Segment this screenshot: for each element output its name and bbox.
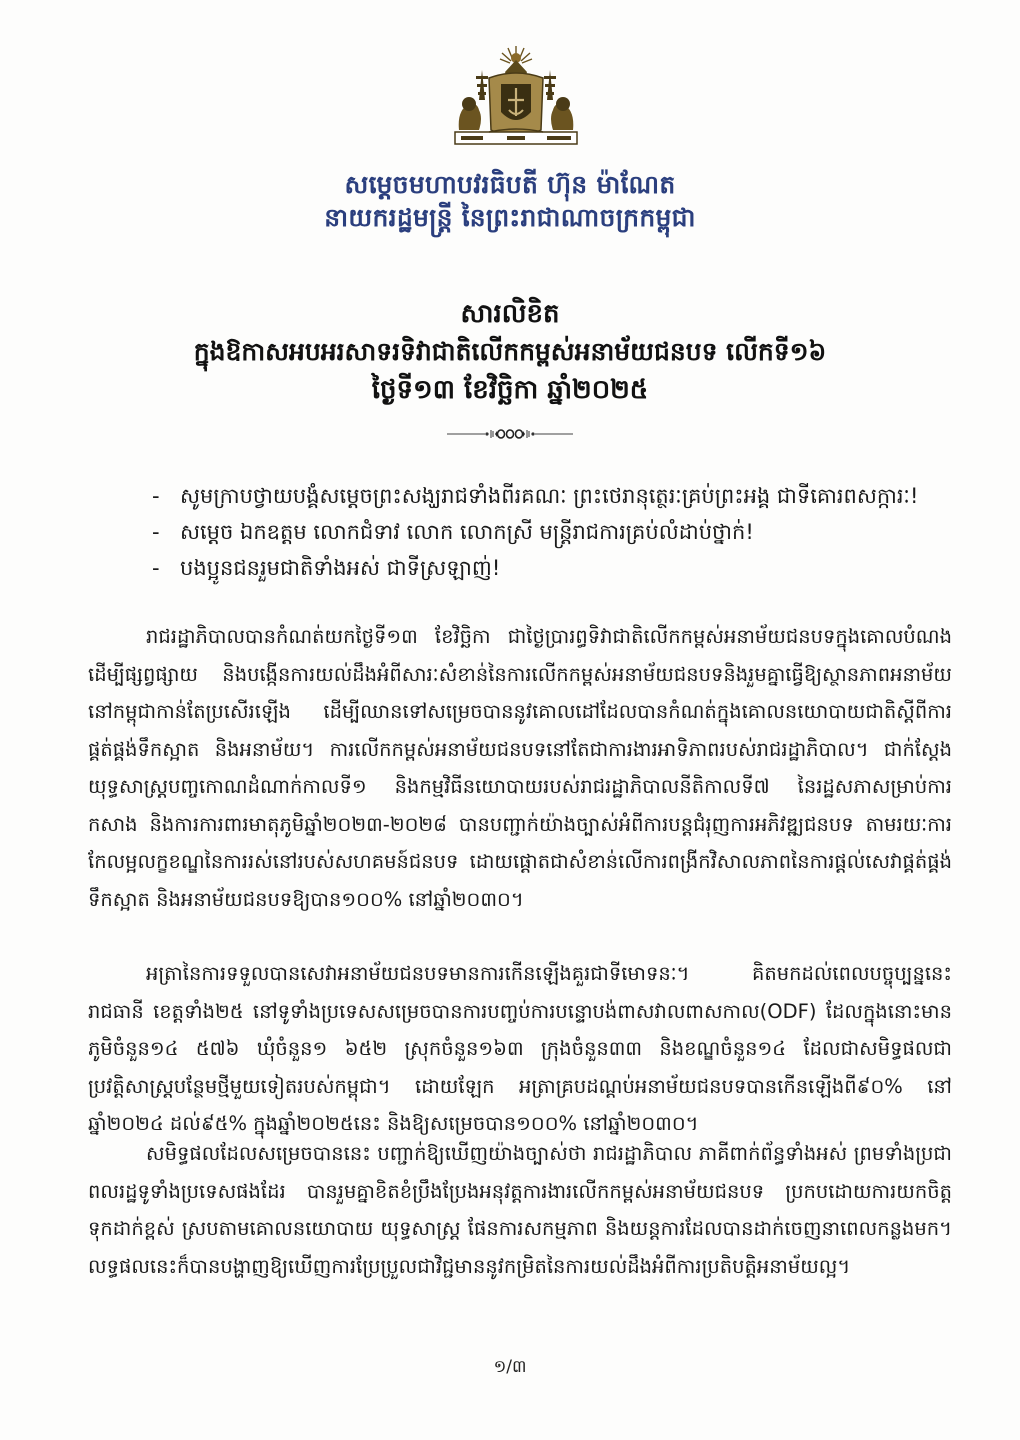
salutation-text: បងប្អូនជនរួមជាតិទាំងអស់ ជាទីស្រឡាញ់! xyxy=(180,556,501,580)
salutation-item xyxy=(150,550,950,586)
document-title: សារលិខិត xyxy=(460,299,560,329)
body-paragraph-3 xyxy=(88,1135,952,1295)
salutation-text: សម្តេច ឯកឧត្តម លោកជំទាវ លោក លោកស្រី មន្ត្រីរាជការគ្រប់លំដាប់ថ្នាក់! xyxy=(180,520,754,544)
salutations-list xyxy=(150,478,950,586)
bullet-dash: - xyxy=(152,484,160,508)
document-subtitle: ក្នុងឱកាសអបអរសាទរទិវាជាតិលើកកម្ពស់អនាម័យជនបទ លើកទី១៦ xyxy=(193,337,827,366)
paragraph-text: សមិទ្ធផលដែលសម្រេចបាននេះ បញ្ជាក់ឱ្យឃើញយ៉ាងច្បាស់ថា រាជរដ្ឋាភិបាល ភាគីពាក់ព័ន្ធទាំងអស់ ព្រមទាំងប្រជាពលរដ្ឋទូទាំងប្រទេសផងដែរ បានរួមគ្នាខិតខំប្រឹងប្រែងអនុវត្តការងារលើកកម្ពស់អនាម័យជនបទ ប្រកបដោយការយកចិត្តទុកដាក់ខ្ពស់ ស្របតាមគោលនយោបាយ យុទ្ធសាស្ត្រ ផែនការសកម្មភាព និងយន្តការដែលបានដាក់ចេញនាពេលកន្លងមក។ លទ្ធផលនេះក៏បានបង្ហាញឱ្យឃើញការប្រែប្រួលជាវិជ្ជមាននូវកម្រិតនៃការយល់ដឹងអំពីការប្រតិបត្តិអនាម័យល្អ។ xyxy=(88,1142,952,1278)
salutation-text: សូមក្រាបថ្វាយបង្គំសម្តេចព្រះសង្ឃរាជទាំងពីរគណៈ ព្រះថេរានុត្ថេរៈគ្រប់ព្រះអង្គ ជាទីគោរពសក្ការៈ! xyxy=(180,484,919,508)
ornament-divider-icon xyxy=(445,427,575,441)
paragraph-text: អត្រានៃការទទួលបានសេវាអនាម័យជនបទមានការកើនឡើងគួរជាទីមោទនៈ។ គិតមកដល់ពេលបច្ចុប្បន្ននេះ រាជធានី ខេត្តទាំង២៥ នៅទូទាំងប្រទេសសម្រេចបានការបញ្ចប់ការបន្ទោបង់ពាសវាលពាសកាល(ODF) ដែលក្នុងនោះមានភូមិចំនួន១៤ ៥៧៦ ឃុំចំនួន១ ៦៥២ ស្រុកចំនួន១៦៣ ក្រុងចំនួន៣៣ និងខណ្ឌចំនួន១៤ ដែលជាសមិទ្ធផលជាប្រវត្តិសាស្ត្របន្ថែមថ្មីមួយទៀតរបស់កម្ពុជា។ ដោយឡែក អត្រាគ្របដណ្តប់អនាម័យជនបទបានកើនឡើងពី៩០% នៅឆ្នាំ២០២៤ ដល់៩៥% ក្នុងឆ្នាំ២០២៥នេះ និងឱ្យសម្រេចបាន១០០% នៅឆ្នាំ២០៣០។ xyxy=(88,962,952,1135)
page-number: ១/៣ xyxy=(493,1357,527,1377)
salutation-item xyxy=(150,514,950,550)
office-title: នាយករដ្ឋមន្ត្រី នៃព្រះរាជាណាចក្រកម្ពុជា xyxy=(324,203,696,232)
body-paragraph-2 xyxy=(88,955,952,1153)
paragraph-text: រាជរដ្ឋាភិបាលបានកំណត់យកថ្ងៃទី១៣ ខែវិច្ឆិកា ជាថ្ងៃប្រារព្ធទិវាជាតិលើកកម្ពស់អនាម័យជនបទក្នុងគោលបំណងដើម្បីផ្សព្វផ្សាយ និងបង្កើនការយល់ដឹងអំពីសារៈសំខាន់នៃការលើកកម្ពស់អនាម័យជនបទនិងរួមគ្នាធ្វើឱ្យស្ថានភាពអនាម័យនៅកម្ពុជាកាន់តែប្រសើរឡើង ដើម្បីឈានទៅសម្រេចបាននូវគោលដៅដែលបានកំណត់ក្នុងគោលនយោបាយជាតិស្តីពីការផ្គត់ផ្គង់ទឹកស្អាត និងអនាម័យ។ ការលើកកម្ពស់អនាម័យជនបទនៅតែជាការងារអាទិភាពរបស់រាជរដ្ឋាភិបាល។ ជាក់ស្តែង យុទ្ធសាស្ត្របញ្ចកោណដំណាក់កាលទី១ និងកម្មវិធីនយោបាយរបស់រាជរដ្ឋាភិបាលនីតិកាលទី៧ នៃរដ្ឋសភាសម្រាប់ការកសាង និងការការពារមាតុភូមិឆ្នាំ២០២៣-២០២៨ បានបញ្ជាក់យ៉ាងច្បាស់អំពីការបន្តជំរុញការអភិវឌ្ឍជនបទ តាមរយៈការកែលម្អលក្ខខណ្ឌនៃការរស់នៅរបស់សហគមន៍ជនបទ ដោយផ្តោតជាសំខាន់លើការពង្រីកវិសាលភាពនៃការផ្តល់សេវាផ្គត់ផ្គង់ទឹកស្អាត និងអនាម័យជនបទឱ្យបាន១០០% នៅឆ្នាំ២០៣០។ xyxy=(88,625,952,911)
royal-emblem-icon xyxy=(449,44,583,152)
document-date: ថ្ងៃទី១៣ ខែវិច្ឆិកា ឆ្នាំ២០២៥ xyxy=(371,375,649,405)
bullet-dash: - xyxy=(152,556,160,580)
office-holder-name: សម្តេចមហាបវរធិបតី ហ៊ុន ម៉ាណែត xyxy=(344,170,676,199)
bullet-dash: - xyxy=(152,520,160,544)
body-paragraph-1 xyxy=(88,618,952,928)
salutation-item xyxy=(150,478,950,514)
